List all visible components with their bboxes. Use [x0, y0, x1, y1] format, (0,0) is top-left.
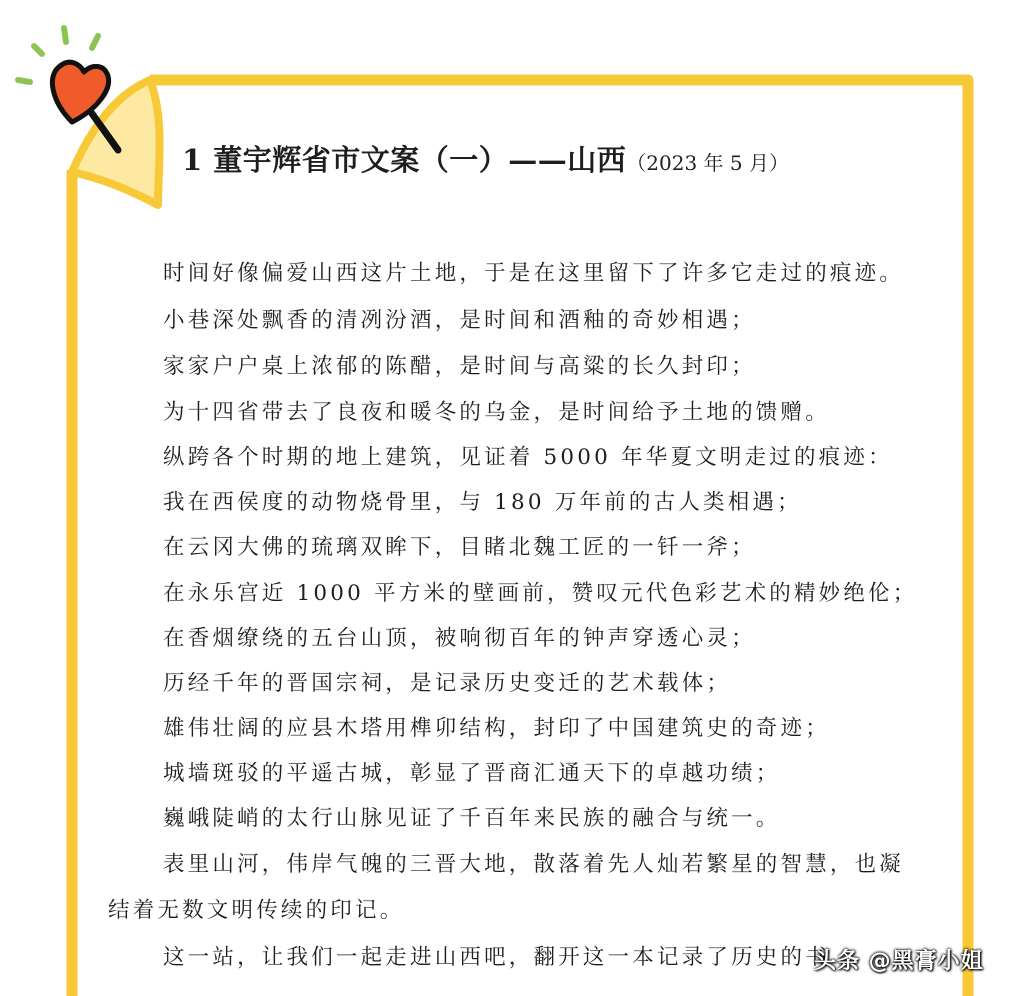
paragraph-line: 这一站，让我们一起走进山西吧，翻开这一本记录了历史的书 — [163, 945, 830, 970]
paragraph-line: 城墙斑驳的平遥古城，彰显了晋商汇通天下的卓越功绩； — [163, 761, 781, 786]
paragraph-line: 表里山河，伟岸气魄的三晋大地，散落着先人灿若繁星的智慧，也凝 — [163, 852, 905, 877]
paragraph-line: 结着无数文明传续的印记。 — [108, 898, 405, 923]
paragraph-line: 时间好像偏爱山西这片土地，于是在这里留下了许多它走过的痕迹。 — [163, 261, 905, 286]
title-text: 1 董宇辉省市文案（一）——山西 — [182, 143, 627, 177]
paragraph-line: 雄伟壮阔的应县木塔用榫卯结构，封印了中国建筑史的奇迹； — [163, 716, 830, 741]
paragraph-line: 我在西侯度的动物烧骨里，与 180 万年前的古人类相遇； — [163, 490, 802, 515]
paragraph-line: 巍峨陡峭的太行山脉见证了千百年来民族的融合与统一。 — [163, 806, 781, 831]
paragraph-line: 家家户户桌上浓郁的陈醋，是时间与高粱的长久封印； — [163, 354, 756, 379]
paragraph-line: 为十四省带去了良夜和暖冬的乌金，是时间给予土地的馈赠。 — [163, 400, 830, 425]
paragraph-line: 纵跨各个时期的地上建筑，见证着 5000 年华夏文明走过的痕迹： — [163, 445, 893, 470]
paragraph-line: 在永乐宫近 1000 平方米的壁画前，赞叹元代色彩艺术的精妙绝伦； — [163, 581, 918, 606]
watermark: 头条 @黑膏小姐 — [814, 949, 984, 974]
document-title — [182, 138, 789, 179]
paragraph-line: 小巷深处飘香的清冽汾酒，是时间和酒釉的奇妙相遇； — [163, 308, 756, 333]
paragraph-line: 在香烟缭绕的五台山顶，被响彻百年的钟声穿透心灵； — [163, 626, 756, 651]
paragraph-line: 历经千年的晋国宗祠，是记录历史变迁的艺术载体； — [163, 671, 732, 696]
title-date: （2023 年 5 月） — [626, 151, 789, 175]
paragraph-line: 在云冈大佛的琉璃双眸下，目睹北魏工匠的一钎一斧； — [163, 535, 756, 560]
